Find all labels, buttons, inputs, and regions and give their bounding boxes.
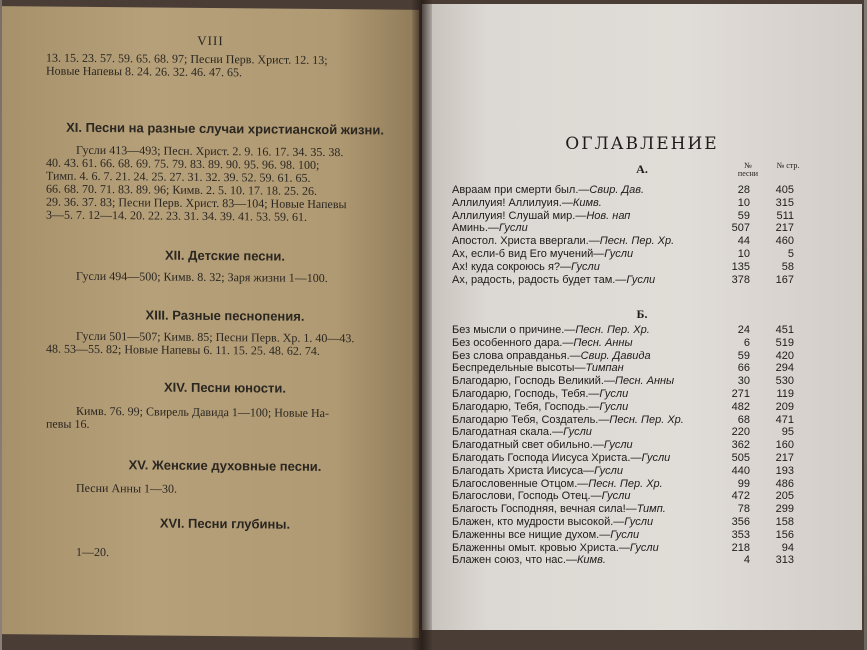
toc-entry-title [452,426,592,439]
toc-entry-song-number: 99 [737,477,750,490]
toc-entry-song-number: 68 [737,413,750,426]
toc-entry-text: Блажен, кто мудрости высокой.— [452,515,625,528]
toc-entry [452,529,842,542]
toc-entry-title [452,261,600,274]
toc-entry-text: Благость Господняя, вечная сила!— [452,503,637,516]
letter-a: А. [636,162,648,176]
section-line: Гусли 501—507; Кимв. 85; Песни Перв. Хр. 1. 40—43. [76,328,355,346]
toc-entry-song-number: 135 [731,260,750,273]
toc-entry [452,210,842,223]
toc-entry-page-number: 205 [775,490,794,503]
toc-entry-page-number: 217 [775,451,794,464]
section-title-16: XVI. Песни глубины. [159,515,291,532]
toc-entry [452,401,842,414]
toc-entry [452,452,842,465]
section-line: певы 16. [46,416,90,431]
section-line: Гусли 494—500; Кимв. 8. 32; Заря жизни 1—100. [76,268,328,286]
toc-entry-source: Тимп. [636,503,666,516]
toc-entry-title [452,529,639,542]
toc-entry-page-number: 299 [775,503,794,516]
toc-entry-source: Гусли [624,515,654,528]
toc-entry-source: Гусли [641,451,671,464]
toc-entry-source: Гусли [571,260,600,273]
toc-entry [452,235,842,248]
toc-entry [452,516,842,529]
toc-entry-page-number: 193 [775,464,794,477]
toc-entry-text: Без слова оправданья.— [452,349,581,362]
section-text-13 [46,330,404,359]
toc-entry-page-number: 156 [775,528,794,541]
toc-entry-title [452,362,624,375]
toc-entry-page-number: 519 [775,336,794,349]
toc-entry-page-number: 209 [775,400,794,413]
toc-entry-song-number: 353 [731,528,750,541]
section-line: 66. 68. 70. 71. 83. 89. 96; Кимв. 2. 5. 10. 17. 18. 25. 26. [46,181,318,198]
toc-entry-song-number: 6 [743,336,750,349]
toc-entry-source: Гусли [594,464,623,477]
toc-entry-page-number: 313 [775,554,794,567]
page-number: VIII [197,32,224,49]
toc-entry-title [452,516,653,529]
toc-entry-song-number: 44 [737,235,750,248]
toc-entry [452,554,842,567]
toc-entry-song-number: 482 [731,400,750,413]
toc-entry-text: Блаженны все нищие духом.— [452,528,611,541]
toc-entry-title [452,439,633,452]
toc-entry-song-number: 28 [737,184,750,196]
toc-entry-page-number: 119 [776,387,794,400]
toc-entry-song-number: 59 [737,209,750,222]
toc-entry-page-number: 451 [775,324,794,336]
toc-group-b [452,324,842,567]
toc-entry [452,184,842,197]
toc-entry-source: Гусли [601,490,631,503]
toc-entry-text: Блажен союз, что нас.— [452,554,577,567]
toc-entry-source: Песн. Пер. Хр. [575,324,650,336]
toc-entry-source: Гусли [498,222,528,235]
toc-entry-text: Благослови, Господь Отец.— [452,490,602,503]
section-line: Кимв. 76. 99; Свирель Давида 1—100; Новые На- [76,403,329,421]
section-line: Песни Анны 1—30. [76,480,178,496]
toc-entry-page-number: 58 [781,260,794,273]
toc-entry-title [452,503,666,516]
toc-entry-source: Тимпан [585,362,624,375]
toc-entry-source: Гусли [603,439,633,452]
toc-entry [452,222,842,235]
toc-entry-title [452,452,670,465]
open-book [2,0,864,650]
section-text-16 [46,546,404,562]
toc-entry [452,362,842,375]
toc-entry [452,542,842,555]
toc-entry-title [452,184,644,197]
toc-entry [452,324,842,337]
col-song-header: № песни [737,161,759,178]
toc-entry-text: Аллилуия! Аллилуия.— [452,196,573,209]
toc-entry-text: Благодарю, Господь Великий.— [452,375,615,388]
section-line: 48. 53—55. 82; Новые Напевы 6. 11. 15. 25. 48. 62. 74. [46,341,320,358]
toc-entry-text: Авраам при смерти был.— [452,184,590,196]
section-line: 40. 43. 61. 66. 68. 69. 75. 79. 83. 89. 90. 95. 96. 98. 100; [46,155,320,172]
toc-entry-text: Благодарю Тебя, Создатель.— [452,413,610,426]
toc-entry-text: Благодатный свет обильно.— [452,439,604,452]
toc-entry-text: Апостол. Христа ввергали.— [452,235,600,248]
toc-entry-text: Без особенного дара.— [452,336,574,349]
toc-entry-source: Нов. нап [586,209,631,222]
toc-entry-song-number: 362 [731,439,750,452]
toc-entry-page-number: 405 [775,184,794,196]
toc-entry-source: Гусли [604,247,634,260]
toc-entry-text: Благословенные Отцом.— [452,477,589,490]
toc-entry-text: Ах, радость, радость будет там.— [452,273,627,286]
intro-line: 13. 15. 23. 57. 59. 65. 68. 97; Песни Перв. Христ. 12. 13; [46,50,328,68]
toc-entry-song-number: 4 [743,554,750,567]
col-page-header: № стр. [776,161,800,170]
toc-entry-title [452,235,674,248]
toc-entry-source: Кимв. [576,554,606,567]
toc-entry-source: Гусли [599,387,629,400]
toc-entry-page-number: 217 [775,222,794,235]
toc-entry-song-number: 30 [737,375,750,388]
toc-entry-text: Ах! куда сокроюсь я?— [452,260,572,273]
section-text-15 [46,482,404,498]
section-line: Гусли 413—493; Песн. Христ. 2. 9. 16. 17. 34. 35. 38. [76,142,344,160]
toc-entry [452,426,842,439]
toc-entry-title [452,350,651,363]
toc-entry-text: Благодарю, Господь, Тебя.— [452,387,600,400]
toc-entry-title [452,375,674,388]
toc-entry-title [452,337,633,350]
toc-entry-source: Кимв. [572,196,602,209]
toc-entry-text: Ах, если-б вид Его мучений— [452,247,605,260]
toc-entry-page-number: 160 [775,439,794,452]
toc-entry [452,197,842,210]
section-title-12: XII. Детские песни. [165,247,285,264]
toc-entry-title [452,414,684,427]
toc-entry-song-number: 440 [731,464,750,477]
toc-entry-source: Песн. Пер. Хр. [599,235,675,248]
toc-entry-page-number: 530 [775,375,794,388]
toc-entry-title [452,197,602,210]
toc-entry-source: Гусли [563,426,592,439]
toc-entry-song-number: 271 [731,387,750,400]
toc-entry-page-number: 471 [775,413,794,426]
toc-entry-title [452,248,633,261]
toc-entry-title [452,274,655,287]
toc-entry-text: Благодатная скала.— [452,426,564,439]
toc-entry-text: Благодать Господа Иисуса Христа.— [452,451,642,464]
toc-entry-text: Благодать Христа Иисуса— [452,464,595,477]
toc-entry-page-number: 460 [775,235,794,248]
toc-entry-page-number: 315 [775,196,794,209]
toc-entry-source: Гусли [629,541,659,554]
toc-entry [452,465,842,478]
toc-entry-song-number: 505 [731,451,750,464]
toc-entry-text: Без мысли о причине.— [452,324,576,336]
toc-entry-song-number: 59 [737,349,750,362]
toc-entry-page-number: 294 [775,362,794,375]
toc-entry-source: Свир. Давида [580,349,651,362]
toc-title: ОГЛАВЛЕНИЕ [565,134,719,154]
section-line: 29. 36. 37. 83; Песни Перв. Христ. 83—104; Новые Напевы [46,194,347,212]
toc-entry-page-number: 486 [775,477,794,490]
toc-entry [452,439,842,452]
toc-entry [452,388,842,401]
left-page [2,6,419,638]
toc-entry-title [452,465,623,478]
toc-entry-title [452,401,628,414]
toc-entry-song-number: 66 [737,362,750,375]
toc-entry-source: Гусли [599,400,629,413]
toc-entry-source: Гусли [610,528,640,541]
toc-entry [452,414,842,427]
toc-entry-source: Свир. Дав. [589,184,645,196]
toc-entry [452,350,842,363]
spine-shadow [412,0,432,650]
toc-entry-title [452,222,528,235]
toc-entry-song-number: 78 [737,503,750,516]
toc-entry [452,490,842,503]
toc-entry-page-number: 511 [776,209,794,222]
toc-entry-song-number: 507 [731,222,750,235]
toc-entry-song-number: 378 [731,273,750,286]
toc-entry-title [452,210,630,223]
section-line: 3—5. 7. 12—14. 20. 22. 23. 31. 34. 39. 41. 53. 59. 61. [46,207,307,224]
toc-entry-title [452,490,630,503]
section-title-14: XIV. Песни юности. [164,379,286,396]
toc-entry-source: Песн. Пер. Хр. [588,477,663,490]
section-line: Тимп. 4. 6. 7. 21. 24. 25. 27. 31. 32. 39. 52. 59. 61. 65. [46,168,311,185]
toc-entry-text: Беспредельные высоты— [452,362,586,375]
toc-entry-text: Аллилуия! Слушай мир.— [452,209,587,222]
section-title-15: XV. Женские духовные песни. [128,457,322,474]
toc-entry-page-number: 167 [775,273,794,286]
toc-entry-title [452,324,650,337]
section-text-12 [46,270,404,286]
section-line: 1—20. [76,544,109,560]
toc-entry-title [452,554,606,567]
toc-entry-song-number: 24 [737,324,750,336]
toc-entry-source: Песн. Анны [573,336,633,349]
toc-entry [452,261,842,274]
toc-entry [452,375,842,388]
toc-entry [452,478,842,491]
toc-entry-page-number: 95 [781,426,794,439]
toc-entry-source: Гусли [626,273,656,286]
toc-entry-song-number: 356 [731,515,750,528]
toc-entry [452,337,842,350]
toc-entry-text: Аминь.— [452,222,499,235]
toc-entry-title [452,542,659,555]
letter-b: Б. [636,307,648,321]
intro-line: Новые Напевы 8. 24. 26. 32. 46. 47. 65. [46,63,243,80]
toc-entry-page-number: 5 [787,247,794,260]
section-text-11 [46,144,404,225]
toc-entry-title [452,388,628,401]
toc-entry-source: Песн. Пер. Хр. [609,413,684,426]
toc-group-a [452,184,842,286]
section-title-13: XIII. Разные песнопения. [145,307,305,324]
toc-entry [452,503,842,516]
toc-entry-page-number: 158 [775,515,794,528]
right-page [422,4,862,630]
toc-entry-song-number: 10 [737,196,750,209]
toc-entry-source: Песн. Анны [614,375,675,388]
intro-text [46,52,404,81]
toc-entry-song-number: 472 [731,490,750,503]
toc-entry-song-number: 220 [731,426,750,439]
toc-entry-text: Блаженны омыт. кровью Христа.— [452,541,630,554]
toc-entry-title [452,478,663,491]
toc-entry-song-number: 10 [737,247,750,260]
toc-entry-text: Благодарю, Тебя, Господь.— [452,400,600,413]
toc-entry-song-number: 218 [731,541,750,554]
section-title-11: XI. Песни на разные случаи христианской жизни. [66,119,384,138]
toc-entry-page-number: 94 [781,541,794,554]
section-text-14 [46,405,404,434]
toc-entry-page-number: 420 [775,349,794,362]
toc-entry [452,274,842,287]
toc-entry [452,248,842,261]
